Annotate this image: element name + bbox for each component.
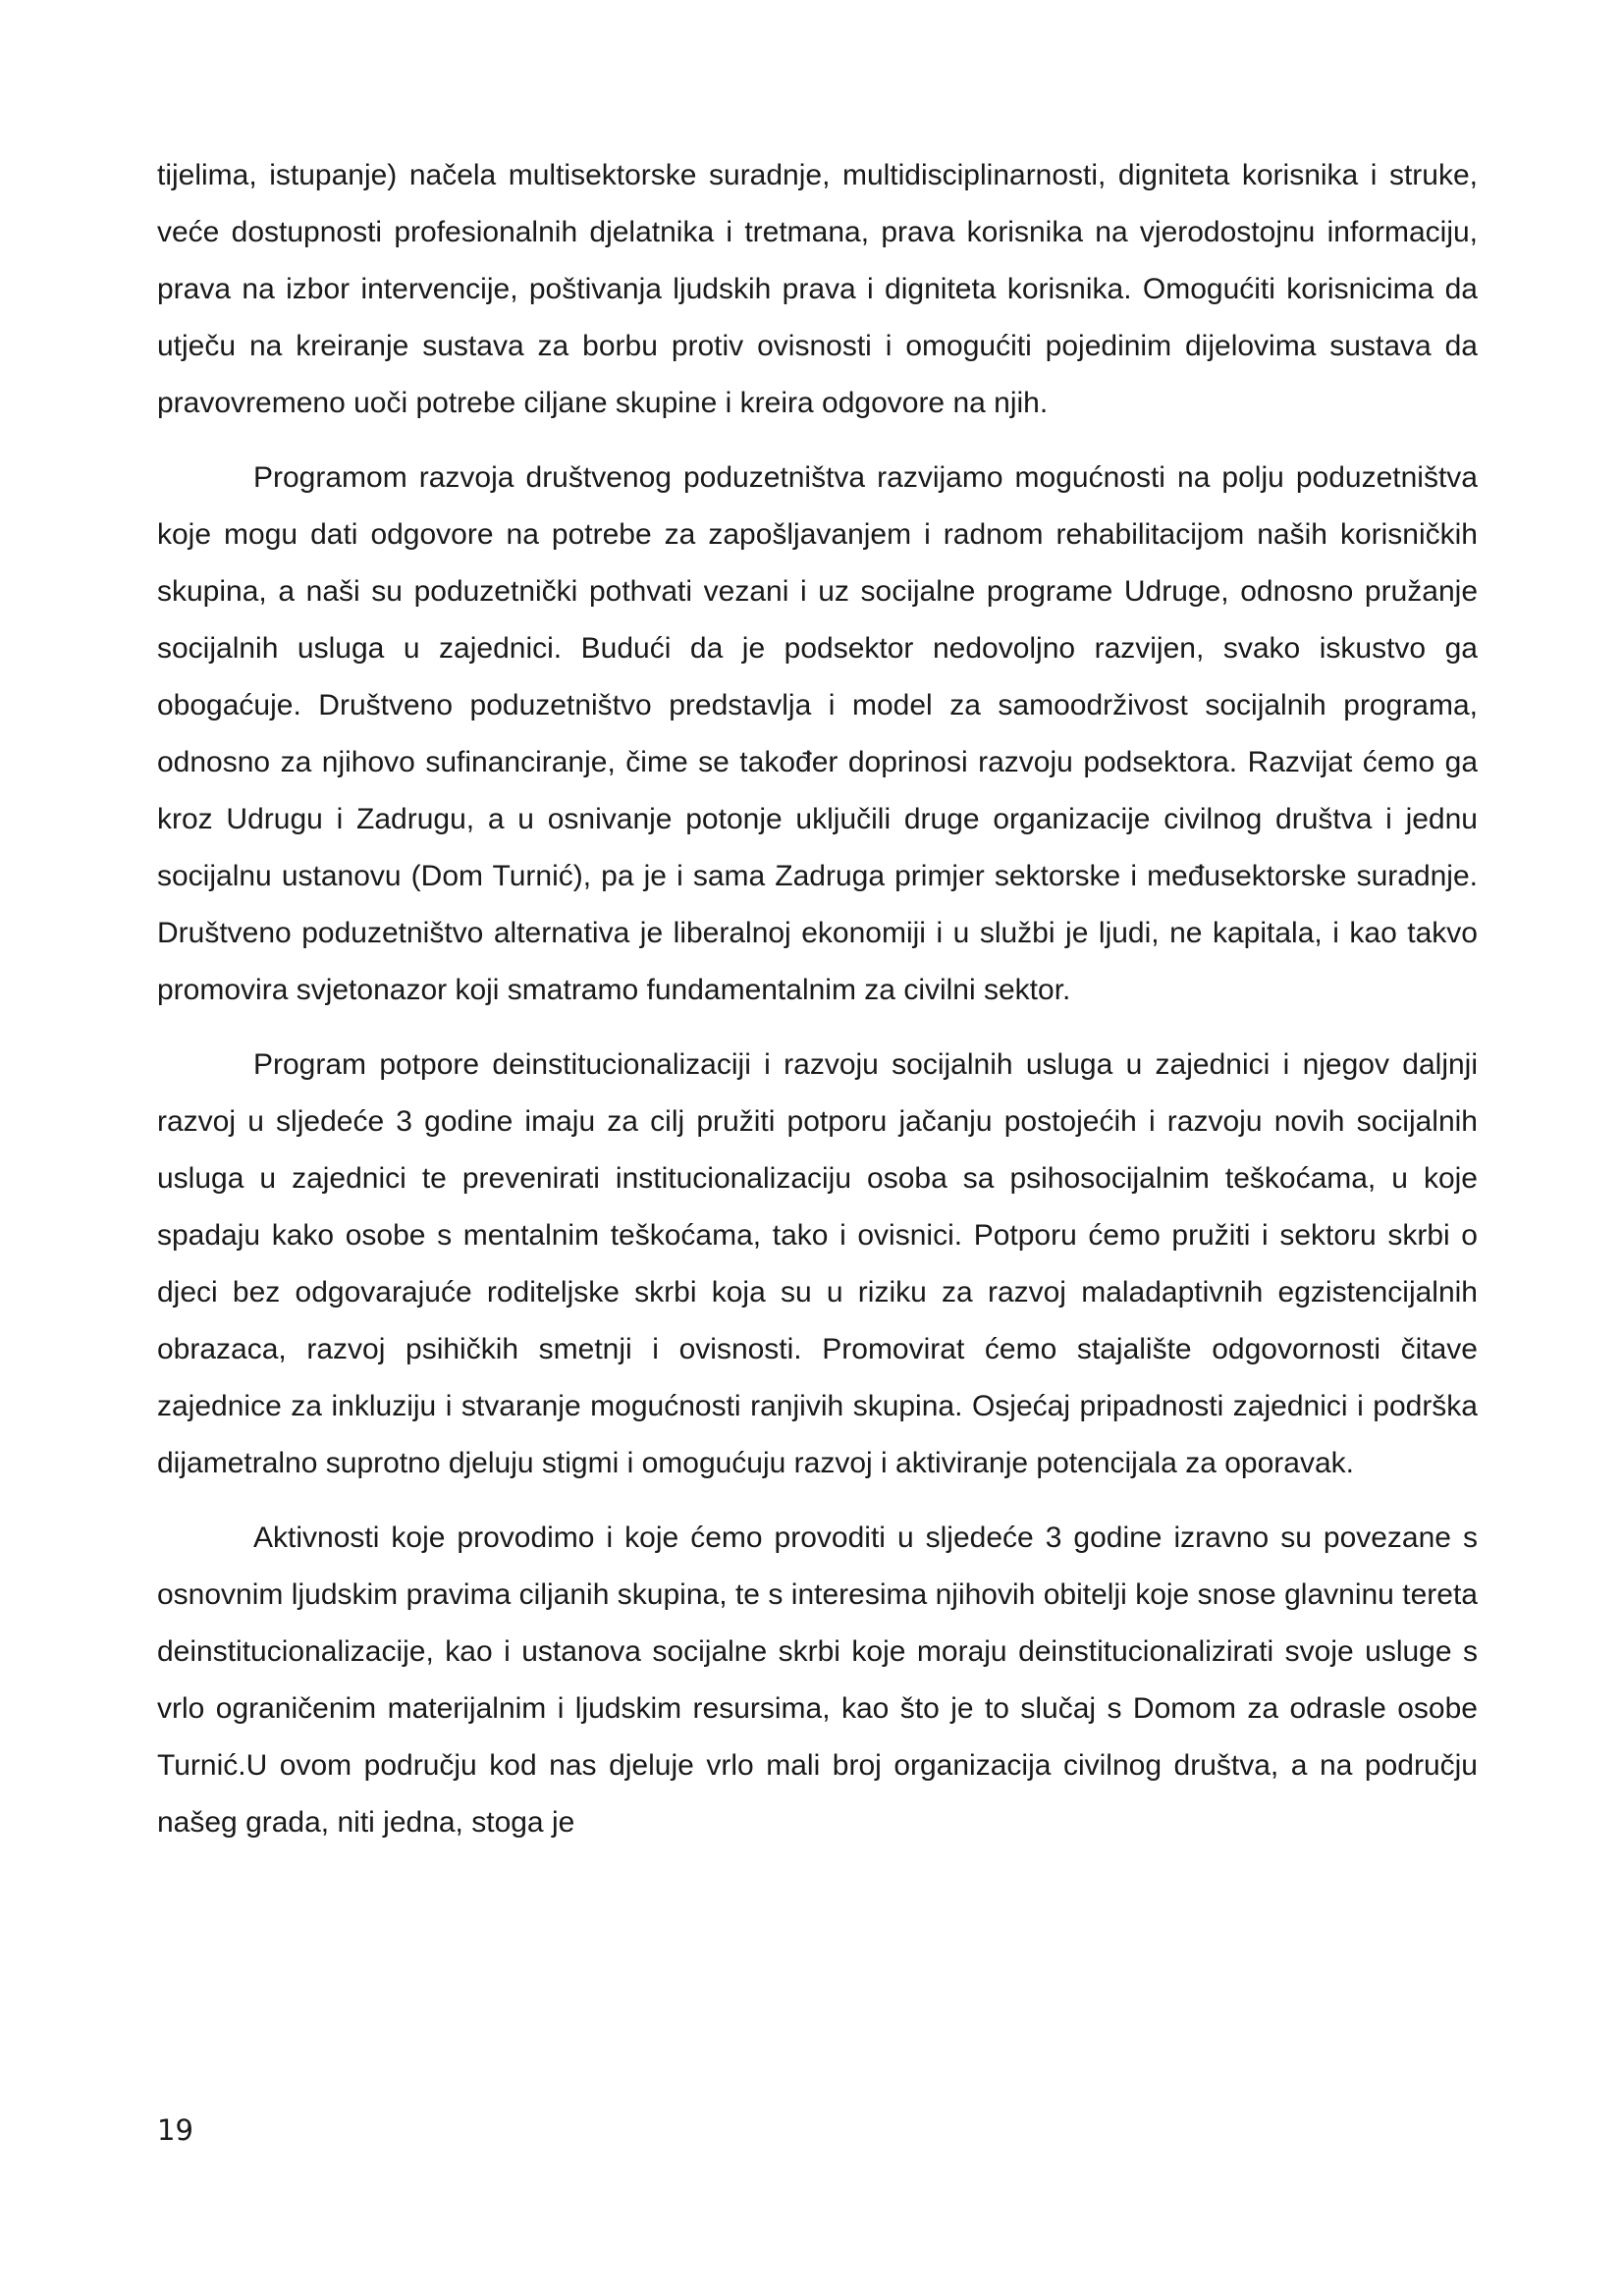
paragraph-1: tijelima, istupanje) načela multisektorske suradnje, multidisciplinarnosti, digniteta korisnika i struke, veće dostupnosti profesionalnih djelatnika i tretmana, prava korisnika na vjerodostojnu informaciju, prava na izbor intervencije, poštivanja ljudskih prava i digniteta korisnika. Omogućiti korisnicima da utječu na kreiranje sustava za borbu protiv ovisnosti i omogućiti pojedinim dijelovima sustava da pravovremeno uoči potrebe ciljane skupine i kreira odgovore na njih. — [157, 159, 1478, 419]
page-number: 19 — [157, 2113, 193, 2147]
paragraph-4: Aktivnosti koje provodimo i koje ćemo provoditi u sljedeće 3 godine izravno su povezane s osnovnim ljudskim pravima ciljanih skupina, te s interesima njihovih obitelji koje snose glavninu tereta deinstitucionalizacije, kao i ustanova socijalne skrbi koje moraju deinstitucionalizirati svoje usluge s vrlo ograničenim materijalnim i ljudskim resursima, kao što je to slučaj s Domom za odrasle osobe Turnić.U ovom području kod nas djeluje vrlo mali broj organizacija civilnog društva, a na području našeg grada, niti jedna, stoga je — [157, 1522, 1478, 1839]
paragraph-2: Programom razvoja društvenog poduzetništva razvijamo mogućnosti na polju poduzetništva koje mogu dati odgovore na potrebe za zapošljavanjem i radnom rehabilitacijom naših korisničkih skupina, a naši su poduzetnički pothvati vezani i uz socijalne programe Udruge, odnosno pružanje socijalnih usluga u zajednici. Budući da je podsektor nedovoljno razvijen, svako iskustvo ga obogaćuje. Društveno poduzetništvo predstavlja i model za samoodrživost socijalnih programa, odnosno za njihovo sufinanciranje, čime se također doprinosi razvoju podsektora. Razvijat ćemo ga kroz Udrugu i Zadrugu, a u osnivanje potonje uključili druge organizacije civilnog društva i jednu socijalnu ustanovu (Dom Turnić), pa je i sama Zadruga primjer sektorske i međusektorske suradnje. Društveno poduzetništvo alternativa je liberalnoj ekonomiji i u službi je ljudi, ne kapitala, i kao takvo promovira svjetonazor koji smatramo fundamentalnim za civilni sektor. — [157, 461, 1478, 1006]
document-body — [157, 147, 1478, 1851]
paragraph-3: Program potpore deinstitucionalizaciji i razvoju socijalnih usluga u zajednici i njegov daljnji razvoj u sljedeće 3 godine imaju za cilj pružiti potporu jačanju postojećih i razvoju novih socijalnih usluga u zajednici te prevenirati institucionalizaciju osoba sa psihosocijalnim teškoćama, u koje spadaju kako osobe s mentalnim teškoćama, tako i ovisnici. Potporu ćemo pružiti i sektoru skrbi o djeci bez odgovarajuće roditeljske skrbi koja su u riziku za razvoj maladaptivnih egzistencijalnih obrazaca, razvoj psihičkih smetnji i ovisnosti. Promovirat ćemo stajalište odgovornosti čitave zajednice za inkluziju i stvaranje mogućnosti ranjivih skupina. Osjećaj pripadnosti zajednici i podrška dijametralno suprotno djeluju stigmi i omogućuju razvoj i aktiviranje potencijala za oporavak. — [157, 1048, 1478, 1479]
